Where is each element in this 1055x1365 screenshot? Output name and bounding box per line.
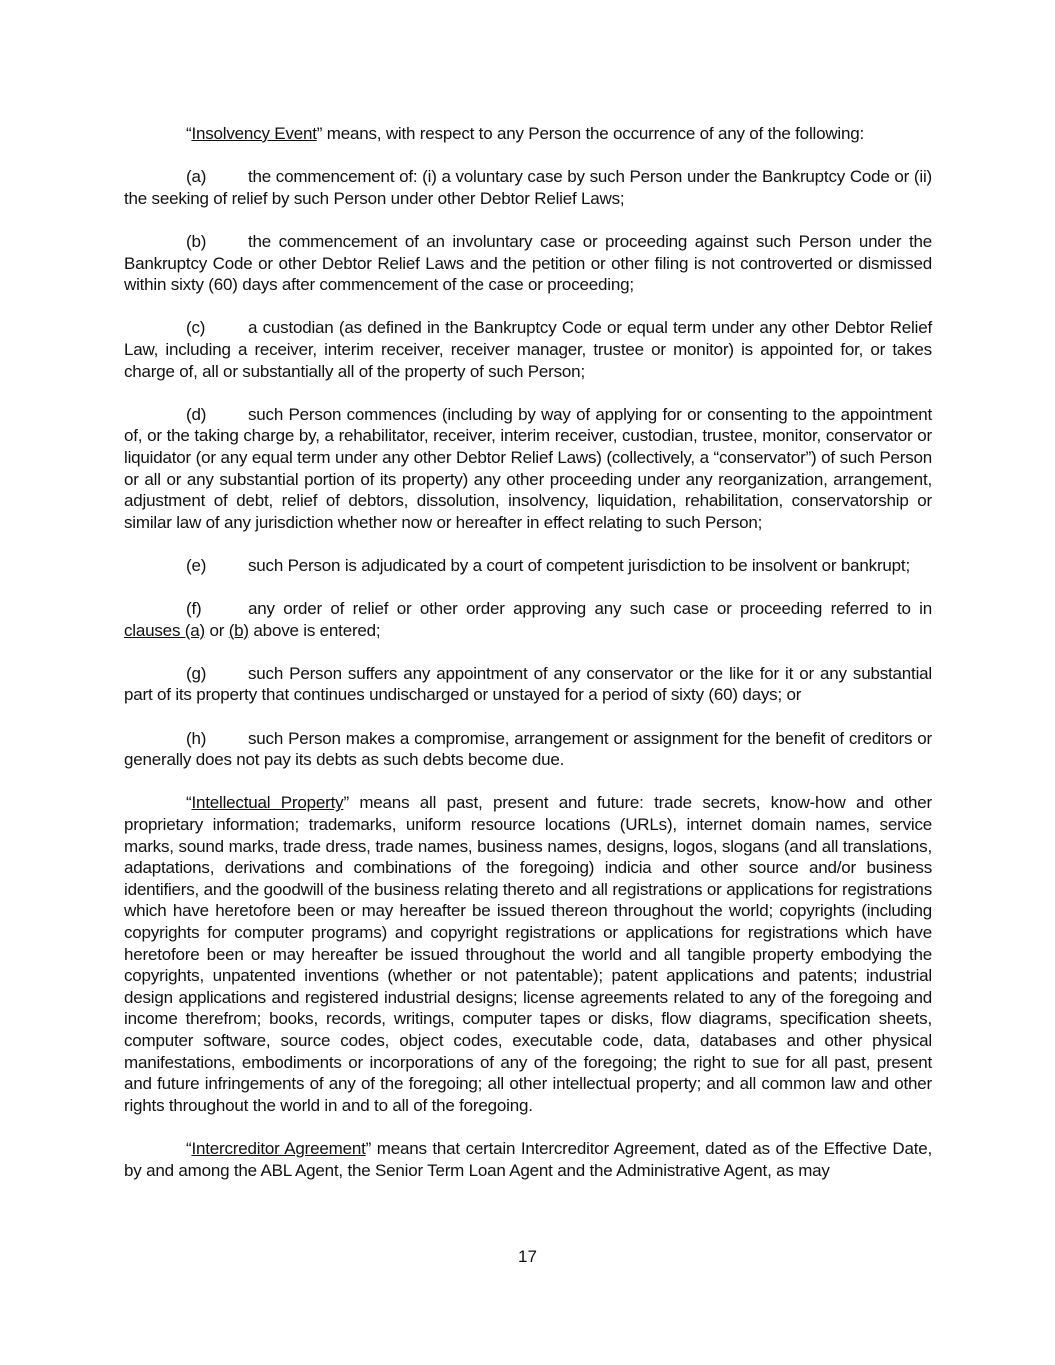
clause-text: a custodian (as defined in the Bankruptcy Code or equal term under any other Debtor Relief Law, including a receiver, interim receiver, receiver manager, trustee or monitor) is appointed for, or takes charge of, all or substantially all of the property of such Person; — [124, 318, 932, 381]
clause-f — [124, 598, 932, 641]
clause-text: such Person suffers any appointment of any conservator or the like for it or any substantial part of its property that continues undischarged or unstayed for a period of sixty (60) days; or — [124, 663, 932, 705]
clause-text: above is entered; — [248, 620, 381, 640]
clause-text: such Person is adjudicated by a court of competent jurisdiction to be insolvent or bankrupt; — [248, 555, 910, 575]
clause-text: such Person makes a compromise, arrangement or assignment for the benefit of creditors or generally does not pay its debts as such debts become due. — [124, 728, 932, 770]
clause-a — [124, 166, 932, 209]
definition-text: ” means that certain Intercreditor Agreement, dated as of the Effective Date, by and among the ABL Agent, the Senior Term Loan Agent and the Administrative Agent, as may — [124, 1138, 933, 1180]
definition-text: ” means, with respect to any Person the occurrence of any of the following: — [316, 124, 865, 143]
cross-reference-clause-b: (b) — [228, 620, 249, 640]
clause-label: (h) — [186, 728, 207, 748]
clause-b — [124, 231, 932, 296]
defined-term-intellectual-property: Intellectual Property — [191, 793, 344, 813]
defined-term-intercreditor-agreement: Intercreditor Agreement — [191, 1138, 366, 1158]
document-body — [124, 123, 932, 1203]
clause-e — [124, 555, 932, 577]
clause-label: (a) — [186, 167, 207, 187]
cross-reference-clause-a: clauses (a) — [124, 620, 205, 640]
clause-text: any order of relief or other order approving any such case or proceeding referred to in — [248, 599, 932, 619]
open-quote: “ — [186, 1138, 192, 1158]
clause-text: such Person commences (including by way of applying for or consenting to the appointment of, or the taking charge by, a rehabilitator, receiver, interim receiver, custodian, trustee, monitor, conservator or liquidator (or any equal term under any other Debtor Relief Laws) (collectively, a “conservator”) of such Person or all or any substantial portion of its property) any other proceeding under any reorganization, arrangement, adjustment of debt, relief of debtors, dissolution, insolvency, liquidation, rehabilitation, conservatorship or similar law of any jurisdiction whether now or hereafter in effect relating to such Person; — [124, 404, 932, 532]
clause-text: the commencement of: (i) a voluntary case by such Person under the Bankruptcy Code or (ii) the seeking of relief by such Person under other Debtor Relief Laws; — [124, 167, 932, 208]
open-quote: “ — [186, 793, 192, 813]
clause-d — [124, 404, 932, 534]
definition-intercreditor-agreement — [124, 1138, 932, 1181]
clause-label: (e) — [186, 555, 207, 575]
definition-intellectual-property — [124, 792, 932, 1116]
definition-text: ” means all past, present and future: trade secrets, know-how and other proprietary information; trademarks, uniform resource locations (URLs), internet domain names, service marks, sound marks, trade dress, trade names, business names, designs, logos, slogans (and all translations, adaptations, derivations and combinations of the foregoing) indicia and other source and/or business identifiers, and the goodwill of the business relating thereto and all registrations or applications for registrations which have heretofore been or may hereafter be issued thereon throughout the world; copyrights (including copyrights for computer programs) and copyright registrations or applications for registrations which have heretofore been or may hereafter be issued throughout the world and all tangible property embodying the copyrights, unpatented inventions (whether or not patentable); patent applications and patents; industrial design applications and registered industrial designs; license agreements related to any of the foregoing and income therefrom; books, records, writings, computer tapes or disks, flow diagrams, specification sheets, computer software, source codes, object codes, executable code, data, databases and other physical manifestations, embodiments or incorporations of any of the foregoing; the right to sue for all past, present and future infringements of any of the foregoing; all other intellectual property; and all common law and other rights throughout the world in and to all of the foregoing. — [124, 793, 932, 1115]
open-quote: “ — [186, 124, 192, 143]
clause-g — [124, 663, 932, 706]
clause-label: (f) — [186, 599, 202, 619]
definition-insolvency-event — [124, 123, 932, 145]
clause-label: (g) — [186, 663, 207, 683]
defined-term-insolvency-event: Insolvency Event — [191, 124, 317, 143]
page-number: 17 — [518, 1247, 537, 1266]
clause-c — [124, 317, 932, 382]
clause-text: the commencement of an involuntary case or proceeding against such Person under the Bankruptcy Code or other Debtor Relief Laws and the petition or other filing is not controverted or dismissed within sixty (60) days after commencement of the case or proceeding; — [124, 231, 932, 295]
clause-h — [124, 728, 932, 771]
clause-label: (b) — [186, 231, 207, 251]
clause-label: (c) — [186, 318, 206, 338]
clause-text: or — [204, 620, 229, 640]
clause-label: (d) — [186, 404, 207, 424]
